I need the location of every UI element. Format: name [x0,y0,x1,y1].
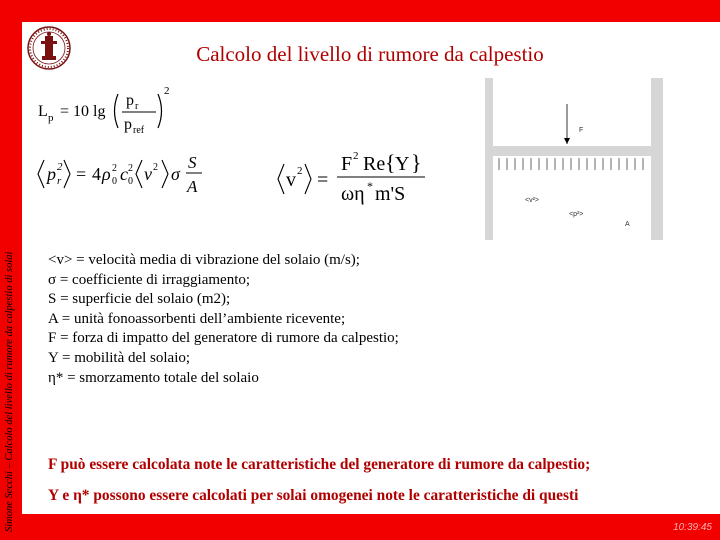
top-frame-bar [0,0,720,22]
svg-text:r: r [135,101,139,112]
svg-text:ref: ref [133,125,145,136]
svg-text:2: 2 [128,163,133,174]
svg-text:Y: Y [395,153,410,175]
formula-velocity [275,146,445,210]
svg-text:2: 2 [153,162,158,173]
svg-text:L: L [38,103,48,120]
svg-text:2: 2 [57,161,63,173]
formula-impact-level [38,80,178,142]
svg-text:2: 2 [164,85,170,97]
svg-text:}: } [411,150,422,175]
svg-text:c: c [120,164,128,184]
svg-text:0: 0 [128,176,133,187]
diagram-force-label: F [579,127,584,134]
svg-text:p: p [124,116,132,133]
floor-diagram [485,78,663,240]
diagram-velocity-label: <v²> [525,197,540,204]
svg-text:2: 2 [353,150,359,162]
svg-text:Re: Re [363,153,386,175]
bottom-frame-bar [0,514,720,540]
svg-text:2: 2 [112,163,117,174]
svg-text:F: F [341,153,353,175]
svg-text:p: p [48,112,54,124]
svg-text:m'S: m'S [375,183,406,205]
note-mobility: Y e η* possono essere calcolati per solai omogenei note le caratteristiche di questi [48,487,579,504]
svg-text:2: 2 [297,165,303,177]
definition-item: S = superficie del solaio (m2); [48,291,231,308]
definition-item: A = unità fonoassorbenti dell’ambiente ricevente; [48,310,346,327]
svg-text:0: 0 [112,176,117,187]
svg-text:v: v [144,164,152,184]
diagram-absorption-label: A [625,221,630,228]
svg-text:=: = [76,164,87,184]
university-seal-logo [26,23,72,73]
svg-text:S: S [188,153,197,172]
svg-text:p: p [47,164,56,184]
slide-time: 10:39:45 [673,522,712,533]
svg-text:r: r [57,175,62,187]
svg-text:=: = [317,169,329,191]
vertical-author-caption: Simone Secchi – Calcolo del livello di rumore da calpestio di solai [4,251,15,532]
svg-text:ωη: ωη [341,183,365,205]
svg-text:= 10 lg: = 10 lg [60,103,106,120]
diagram-pressure-label: <p²> [569,211,584,218]
definitions-list [48,251,488,388]
note-force: F può essere calcolata note le caratteristiche del generatore di rumore da calpestio; [48,456,591,473]
definition-item: σ = coefficiente di irraggiamento; [48,271,251,288]
svg-text:4: 4 [92,164,101,184]
svg-text:σ: σ [171,164,180,184]
svg-text:{: { [385,150,396,175]
svg-text:ρ: ρ [102,164,111,184]
svg-text:A: A [187,177,198,196]
definition-item: F = forza di impatto del generatore di rumore da calpestio; [48,330,399,347]
definition-item: <v> = velocità media di vibrazione del solaio (m/s); [48,252,360,268]
slide-title: Calcolo del livello di rumore da calpestio [196,42,544,66]
svg-text:v: v [286,169,296,191]
formula-pressure [36,150,226,198]
definition-item: Y = mobilità del solaio; [48,349,191,366]
svg-text:p: p [126,92,134,109]
svg-text:*: * [367,179,373,193]
definition-item: η* = smorzamento totale del solaio [48,369,259,386]
